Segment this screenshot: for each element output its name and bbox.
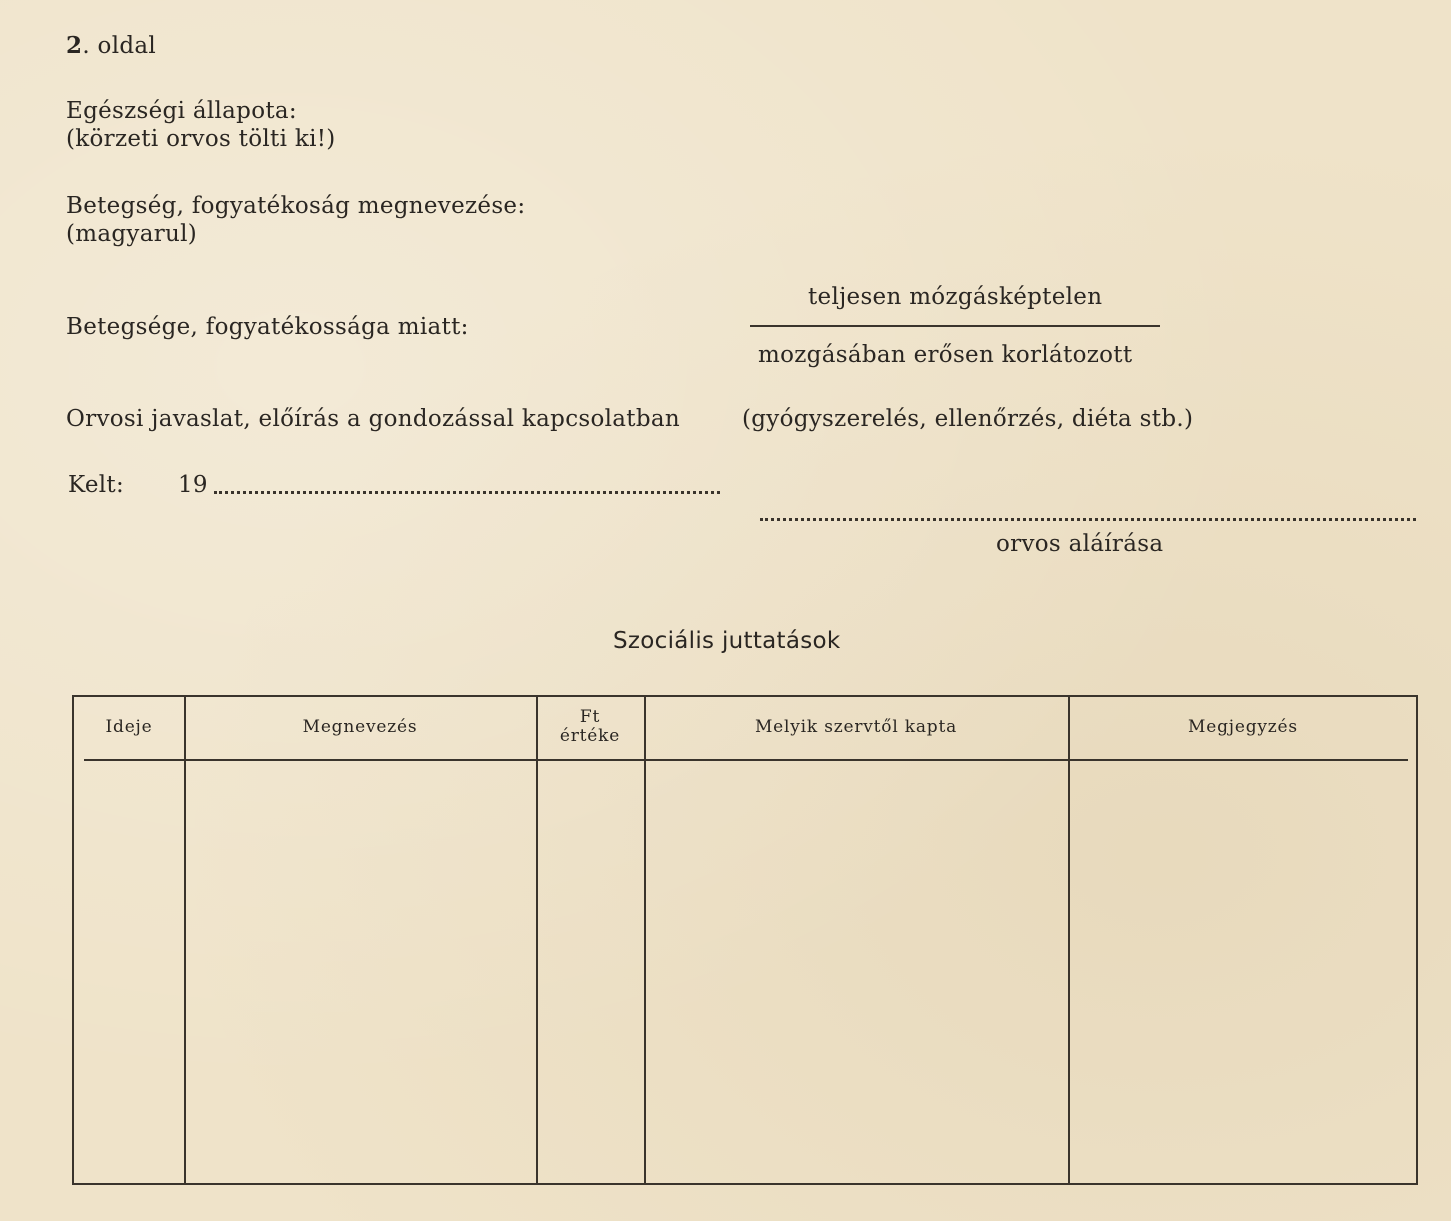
- column-divider: [644, 697, 646, 1183]
- date-year-prefix: 19: [178, 472, 208, 498]
- disease-note: (magyarul): [66, 221, 198, 247]
- mobility-option-immobile[interactable]: teljesen mózgásképtelen: [808, 284, 1103, 310]
- column-header-value: [536, 697, 644, 757]
- option-divider-line: [750, 325, 1160, 327]
- column-header-name: Megnevezés: [302, 716, 418, 737]
- benefits-table: [72, 695, 1418, 1185]
- mobility-option-restricted[interactable]: mozgásában erősen korlátozott: [758, 342, 1133, 368]
- benefits-title: Szociális juttatások: [613, 628, 841, 654]
- page-number: 2. oldal: [66, 32, 157, 59]
- recommendation-label: Orvosi javaslat, előírás a gondozással kapcsolatban: [66, 406, 680, 432]
- signature-label: orvos aláírása: [996, 531, 1164, 557]
- page-number-label: oldal: [97, 33, 157, 59]
- column-divider: [1068, 697, 1070, 1183]
- page-number-digit: 2: [66, 32, 83, 59]
- health-label: Egészségi állapota:: [66, 98, 297, 124]
- column-header-date: Ideje: [105, 716, 153, 737]
- health-note: (körzeti orvos tölti ki!): [66, 126, 336, 152]
- mobility-label: Betegsége, fogyatékossága miatt:: [66, 314, 469, 340]
- disease-label: Betegség, fogyatékoság megnevezése:: [66, 193, 526, 219]
- column-divider: [184, 697, 186, 1183]
- column-divider: [536, 697, 538, 1183]
- column-header-value-label: értéke: [559, 726, 621, 746]
- column-header-value-currency: Ft: [579, 707, 601, 728]
- date-field[interactable]: [214, 491, 720, 494]
- signature-field[interactable]: [760, 518, 1416, 521]
- recommendation-examples: (gyógyszerelés, ellenőrzés, diéta stb.): [742, 406, 1194, 432]
- header-divider: [84, 759, 1408, 761]
- date-label: Kelt:: [68, 472, 125, 498]
- column-header-notes: Megjegyzés: [1188, 716, 1298, 737]
- column-header-issuer: Melyik szervtől kapta: [754, 716, 958, 737]
